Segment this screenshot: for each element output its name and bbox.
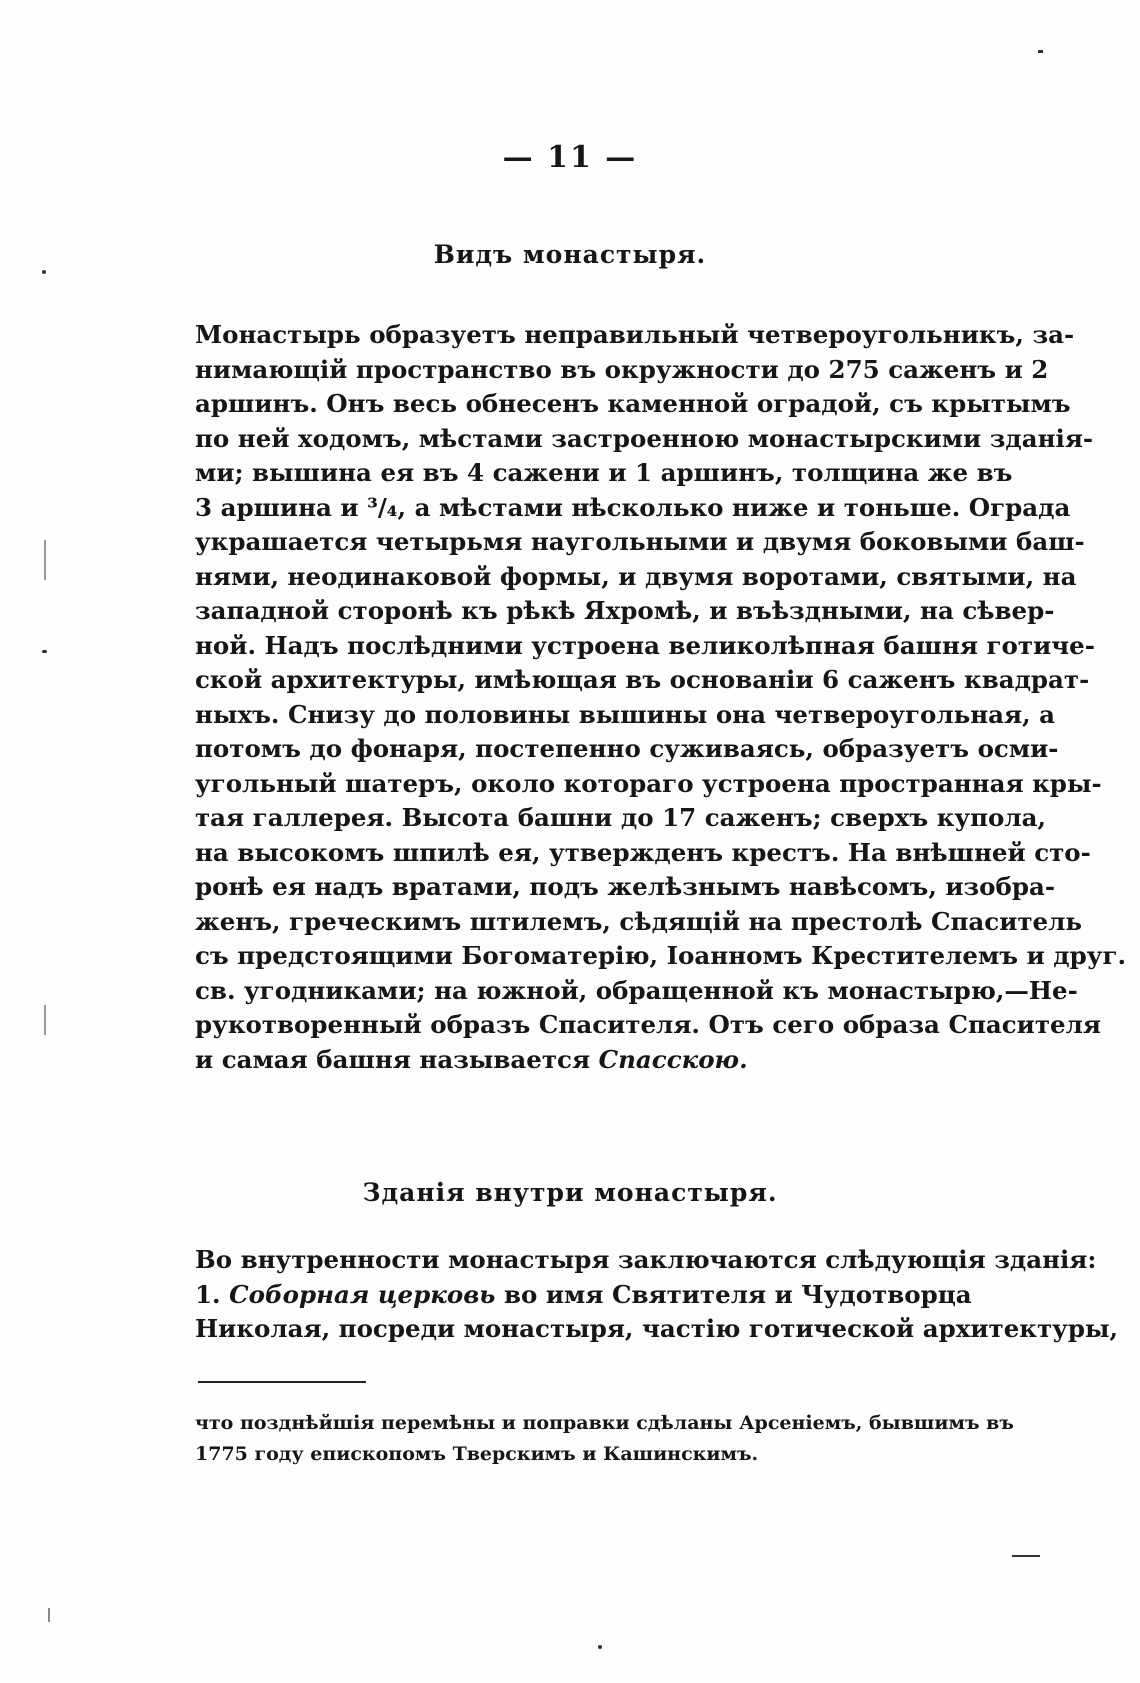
text-line-last [195,1043,965,1078]
paragraph-monastery-view [195,318,1126,1077]
footnote [195,1408,1014,1470]
text-line: угольный шатеръ, около котораго устроена пространная кры- [195,768,1102,798]
text-line-cathedral [195,1278,972,1313]
scan-mark [44,540,46,580]
text-line: аршинъ. Онъ весь обнесенъ каменной оградой, съ крытымъ [195,389,1071,418]
scan-mark [598,1645,602,1649]
text-line: рукотворенный образъ Спасителя. Отъ сего образа Спасителя [195,1010,1101,1039]
list-number: 1. [195,1279,230,1309]
text-line: женъ, греческимъ штилемъ, сѣдящій на престолѣ Спаситель [195,906,1083,936]
text-line: 3 аршина и ³/₄, а мѣстами нѣсколько ниже и тоньше. Ограда [195,492,1071,522]
text-line: ронѣ ея надъ вратами, подъ желѣзнымъ навѣсомъ, изобра- [195,872,1056,901]
emphasis-cathedral: Соборная церковь [229,1279,496,1309]
footnote-line: 1775 году епископомъ Тверскимъ и Кашинскимъ. [195,1443,759,1465]
text-line: ской архитектуры, имѣющая въ основаніи 6 саженъ квадрат- [195,665,1090,694]
text-line: Николая, посреди монастыря, частію готической архитектуры, [195,1314,1119,1343]
text-line: Во внутренности монастыря заключаются слѣдующія зданія: [195,1245,1097,1274]
text-line: нями, неодинаковой формы, и двумя воротами, святыми, на [195,561,1077,591]
scan-mark [42,270,46,274]
page-number: — 11 — [502,140,638,175]
emphasis-spasskaya: Спасскою. [598,1044,748,1074]
text-line: нимающій пространство въ окружности до 275 саженъ и 2 [195,354,1049,384]
scan-mark [42,650,47,653]
footnote-divider [198,1381,366,1383]
text-line: ныхъ. Снизу до половины вышины она четвероугольная, а [195,699,1056,729]
text-line-suffix: во имя Святителя и Чудотворца [495,1279,972,1309]
text-line: по ней ходомъ, мѣстами застроенною монастырскими зданія- [195,423,1094,453]
text-line: съ предстоящими Богоматерію, Іоанномъ Крестителемъ и друг. [195,941,1126,970]
text-line: св. угодниками; на южной, обращенной къ монастырю,—Не- [195,975,1078,1005]
scan-mark [1012,1555,1040,1557]
text-line: западной сторонѣ къ рѣкѣ Яхромѣ, и въѣздными, на сѣвер- [195,596,1055,625]
text-line: украшается четырьмя наугольными и двумя боковыми баш- [195,527,1085,556]
text-line-prefix: и самая башня называется [195,1044,599,1074]
text-line: потомъ до фонаря, постепенно суживаясь, образуетъ осми- [195,734,1059,763]
section-heading-buildings: Зданія внутри монастыря. [362,1178,778,1207]
scan-mark [48,1608,50,1622]
text-line: ми; вышина ея въ 4 сажени и 1 аршинъ, толщина же въ [195,458,1013,487]
text-line: ной. Надъ послѣдними устроена великолѣпная башня готиче- [195,630,1095,660]
text-line: тая галлерея. Высота башни до 17 саженъ; сверхъ купола, [195,803,1047,832]
footnote-line: что позднѣйшія перемѣны и поправки сдѣланы Арсеніемъ, бывшимъ въ [195,1412,1014,1434]
scan-mark [44,1005,46,1035]
text-line: на высокомъ шпилѣ ея, утвержденъ крестъ. На внѣшней сто- [195,837,1091,867]
text-line: Монастырь образуетъ неправильный четвероугольникъ, за- [195,320,1075,349]
scan-mark [1038,50,1043,53]
paragraph-buildings [195,1243,1119,1347]
section-heading-view: Видъ монастыря. [433,240,707,269]
